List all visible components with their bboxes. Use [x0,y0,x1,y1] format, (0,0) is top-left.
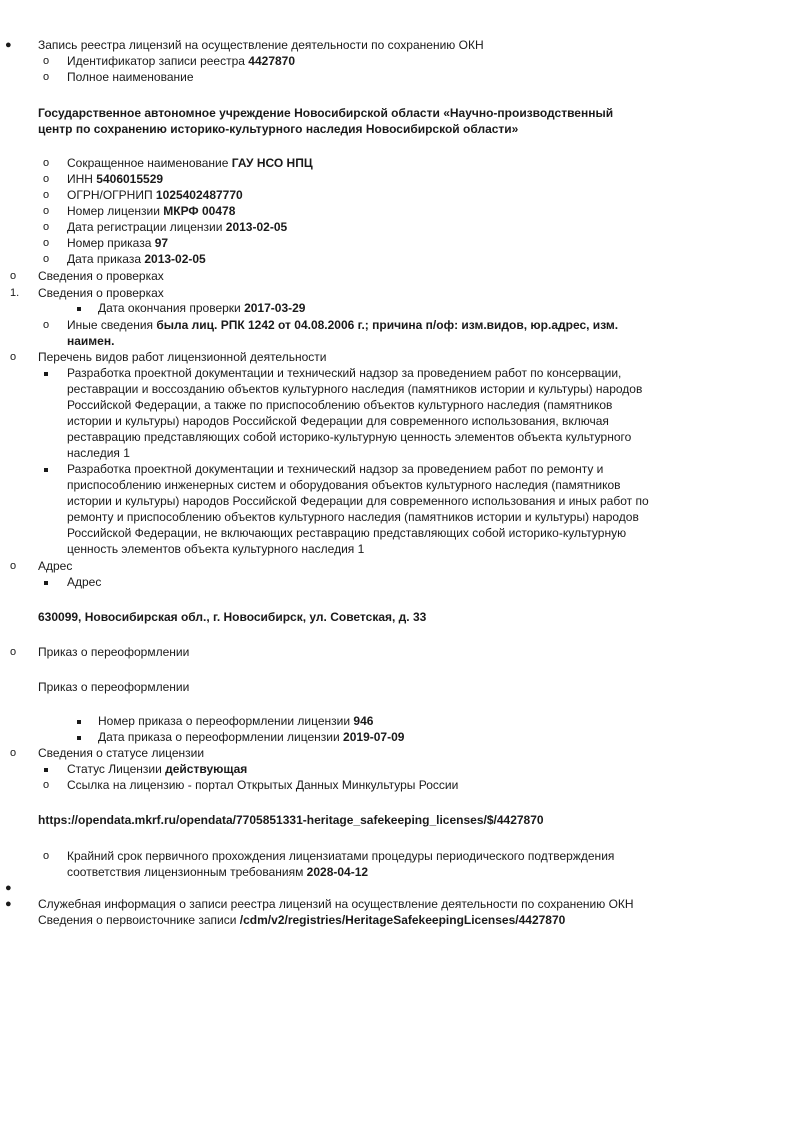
circle-marker: o [43,71,50,83]
square-bullet [44,581,48,585]
license-number: Номер лицензии МКРФ 00478 [67,204,236,218]
registration-date: Дата регистрации лицензии 2013-02-05 [67,220,288,234]
order-number: Номер приказа 97 [67,236,169,250]
circle-marker: o [10,270,17,282]
bullet-dot: ● [5,39,12,51]
other-info: Иные сведения была лиц. РПК 1242 от 04.08.2006 г.; причина п/оф: изм.видов, юр.адрес, изм. [67,318,619,332]
circle-marker: o [43,157,50,169]
bullet-dot: ● [5,898,12,910]
license-link[interactable]: https://opendata.mkrf.ru/opendata/7705851331-heritage_safekeeping_licenses/$/4427870 [38,813,544,827]
address-value: 630099, Новосибирская обл., г. Новосибирск, ул. Советская, д. 33 [38,610,427,624]
source-info: Сведения о первоисточнике записи /cdm/v2/registries/HeritageSafekeepingLicenses/4427870 [38,913,566,927]
square-bullet [77,720,81,724]
works-heading: Перечень видов работ лицензионной деятельности [38,350,327,364]
service-info: Служебная информация о записи реестра лицензий на осуществление деятельности по сохранению ОКН [38,897,634,911]
square-bullet [77,736,81,740]
checks-heading: Сведения о проверках [38,286,164,300]
status-heading: Сведения о статусе лицензии [38,746,205,760]
circle-marker: o [43,173,50,185]
square-bullet [44,768,48,772]
circle-marker: o [43,189,50,201]
circle-marker: o [10,351,17,363]
circle-marker: o [43,55,50,67]
record-id: Идентификатор записи реестра 4427870 [67,54,296,68]
square-bullet [44,372,48,376]
full-name-label: Полное наименование [67,70,194,84]
license-link-label: Ссылка на лицензию - портал Открытых Данных Минкультуры России [67,778,459,792]
reissue-date: Дата приказа о переоформлении лицензии 2019-07-09 [98,730,405,744]
reissue-subheading: Приказ о переоформлении [38,680,190,694]
reissue-heading: Приказ о переоформлении [38,645,190,659]
checks-heading: Сведения о проверках [38,269,164,283]
reissue-number: Номер приказа о переоформлении лицензии 946 [98,714,374,728]
circle-marker: o [10,560,17,572]
address-heading: Адрес [38,559,73,573]
other-info-cont: наимен. [67,334,115,348]
circle-marker: o [43,319,50,331]
record-title: Запись реестра лицензий на осуществление деятельности по сохранению ОКН [38,38,484,52]
bullet-dot: ● [5,882,12,894]
number-marker: 1. [10,287,20,299]
circle-marker: o [10,646,17,658]
ogrn: ОГРН/ОГРНИП 1025402487770 [67,188,243,202]
square-bullet [77,307,81,311]
circle-marker: o [10,747,17,759]
full-name-line-1: Государственное автономное учреждение Новосибирской области «Научно-производственный [38,106,614,120]
order-date: Дата приказа 2013-02-05 [67,252,206,266]
deadline-line-1: Крайний срок первичного прохождения лицензиатами процедуры периодического подтверждения [67,849,615,863]
full-name-line-2: центр по сохранению историко-культурного наследия Новосибирской области» [38,122,519,136]
deadline-line-2: соответствия лицензионным требованиям 2028-04-12 [67,865,369,879]
square-bullet [44,468,48,472]
address-label: Адрес [67,575,102,589]
short-name: Сокращенное наименование ГАУ НСО НПЦ [67,156,313,170]
circle-marker: o [43,779,50,791]
circle-marker: o [43,221,50,233]
license-status: Статус Лицензии действующая [67,762,248,776]
circle-marker: o [43,850,50,862]
circle-marker: o [43,237,50,249]
circle-marker: o [43,253,50,265]
circle-marker: o [43,205,50,217]
check-end-date: Дата окончания проверки 2017-03-29 [98,301,306,315]
inn: ИНН 5406015529 [67,172,164,186]
